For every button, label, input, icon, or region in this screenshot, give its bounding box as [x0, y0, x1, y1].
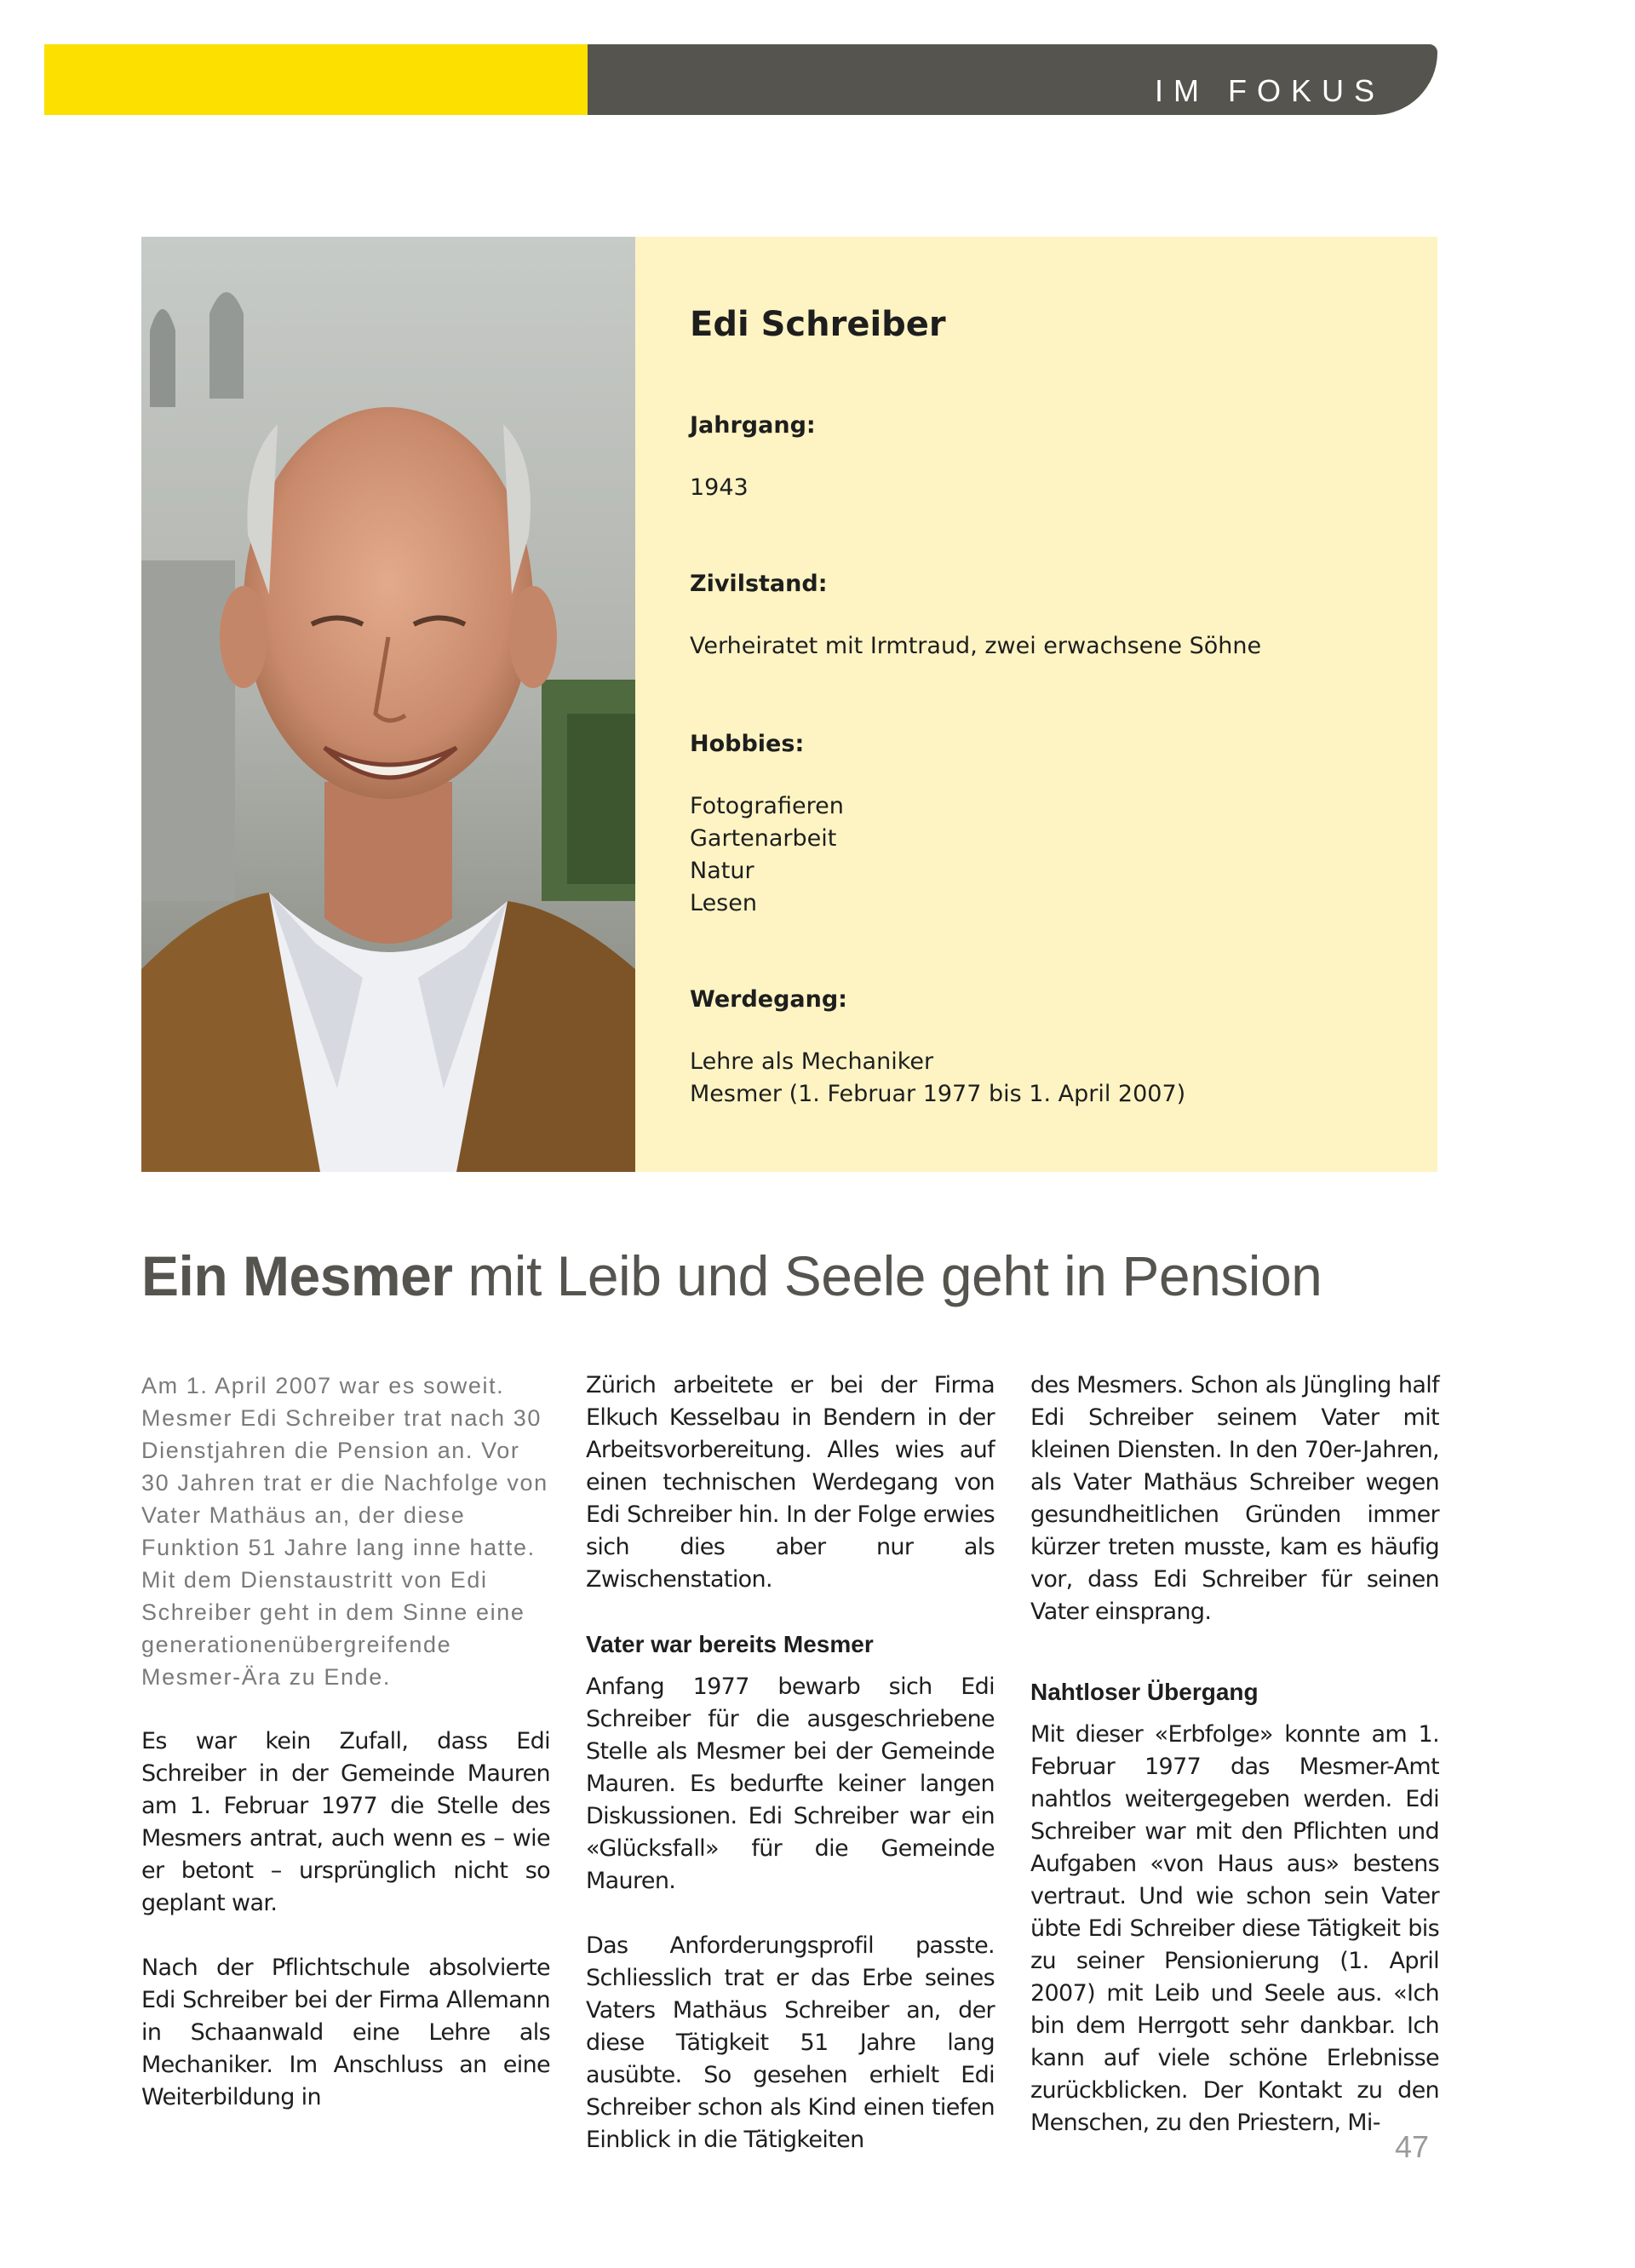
article-subhead: Nahtloser Übergang: [1030, 1679, 1259, 1705]
header-yellow-bar: [44, 44, 588, 115]
section-label: IM FOKUS: [1154, 73, 1385, 108]
article-paragraph: des Mesmers. Schon als Jüngling half Edi Schreiber seinem Vater mit kleinen Diensten. In den 70er-Jahren, als Vater Mathäus Schreiber wegen gesundheitlichen Gründen immer kürzer treten musste, kam es häufig vor, dass Edi Schreiber für seinen Vater einsprang.: [1030, 1372, 1439, 1625]
header-dark-bar: [588, 44, 1437, 115]
article-paragraph: Mit dieser «Erbfolge» konnte am 1. Februar 1977 das Mesmer-Amt nahtlos weitergegeben werden. Edi Schreiber war mit den Pflichten und Aufgaben «von Haus aus» bestens vertraut. Und wie schon sein Vater übte Edi Schreiber diese Tätigkeit bis zu seiner Pensionierung (1. April 2007) mit Leib und Seele aus. «Ich bin dem Herrgott sehr dankbar. Ich kann auf viele schöne Erlebnisse zurückblicken. Der Kontakt zu den Menschen, zu den Priestern, Mi-: [1030, 1721, 1439, 2136]
article-paragraph: Das Anforderungsprofil passte. Schliesslich trat er das Erbe seines Vaters Mathäus Schreiber an, der diese Tätigkeit 51 Jahre lang ausübte. So gesehen erhielt Edi Schreiber schon als Kind einen tiefen Einblick in die Tätigkeiten: [586, 1932, 995, 2153]
article-subhead: Vater war bereits Mesmer: [586, 1631, 874, 1657]
portrait-photo: [141, 237, 635, 1172]
article-headline: [141, 1243, 1322, 1308]
article-paragraph: Zürich arbeitete er bei der Firma Elkuch Kesselbau in Bendern in der Arbeitsvorbereitung. Alles wies auf einen technischen Werdegang von Edi Schreiber hin. In der Folge erwies sich dies aber nur als Zwischenstation.: [586, 1372, 995, 1593]
article-column-3: [1030, 1369, 1439, 2139]
profile-label-zivilstand: Zivilstand:: [690, 571, 828, 597]
profile-label-hobbies: Hobbies:: [690, 731, 805, 757]
article-paragraph: Nach der Pflichtschule absolvierte Edi Schreiber bei der Firma Allemann in Schaanwald eine Lehre als Mechaniker. Im Anschluss an eine Weiterbildung in: [141, 1955, 550, 2110]
profile-label-jahrgang: Jahrgang:: [690, 412, 816, 439]
profile-value-werdegang: Lehre als Mechaniker: [690, 1048, 934, 1075]
profile-value-zivilstand: Verheiratet mit Irmtraud, zwei erwachsene Söhne: [690, 633, 1262, 659]
article-column-1: [141, 1369, 550, 2114]
page-number: 47: [1395, 2129, 1430, 2164]
profile-value-werdegang: Mesmer (1. Februar 1977 bis 1. April 2007): [690, 1081, 1186, 1107]
headline-rest: mit Leib und Seele geht in Pension: [452, 1244, 1322, 1307]
profile-value-hobby: Lesen: [690, 890, 757, 916]
profile-card: [635, 237, 1437, 1172]
article-paragraph: Es war kein Zufall, dass Edi Schreiber in der Gemeinde Mauren am 1. Februar 1977 die Stelle des Mesmers antrat, auch wenn es – wie er betont – ursprünglich nicht so geplant war.: [141, 1728, 550, 1916]
article-column-2: [586, 1369, 995, 2156]
headline-bold: Ein Mesmer: [141, 1244, 453, 1307]
profile-value-hobby: Fotografieren: [690, 793, 844, 819]
profile-value-hobby: Natur: [690, 858, 754, 884]
article-lead: Am 1. April 2007 war es soweit. Mesmer Edi Schreiber trat nach 30 Dienstjahren die Pension an. Vor 30 Jahren trat er die Nachfolge von Vater Mathäus an, der diese Funktion 51 Jahre lang inne hatte. Mit dem Dienstaustritt von Edi Schreiber geht in dem Sinne eine generationenübergreifende Mesmer-Ära zu Ende.: [141, 1373, 548, 1690]
profile-value-hobby: Gartenarbeit: [690, 825, 837, 852]
profile-name: Edi Schreiber: [690, 305, 946, 344]
article-paragraph: Anfang 1977 bewarb sich Edi Schreiber für die ausgeschriebene Stelle als Mesmer bei der Gemeinde Mauren. Es bedurfte keiner langen Diskussionen. Edi Schreiber war ein «Glücksfall» für die Gemeinde Mauren.: [586, 1674, 995, 1894]
profile-label-werdegang: Werdegang:: [690, 986, 847, 1013]
profile-value-jahrgang: 1943: [690, 474, 749, 501]
